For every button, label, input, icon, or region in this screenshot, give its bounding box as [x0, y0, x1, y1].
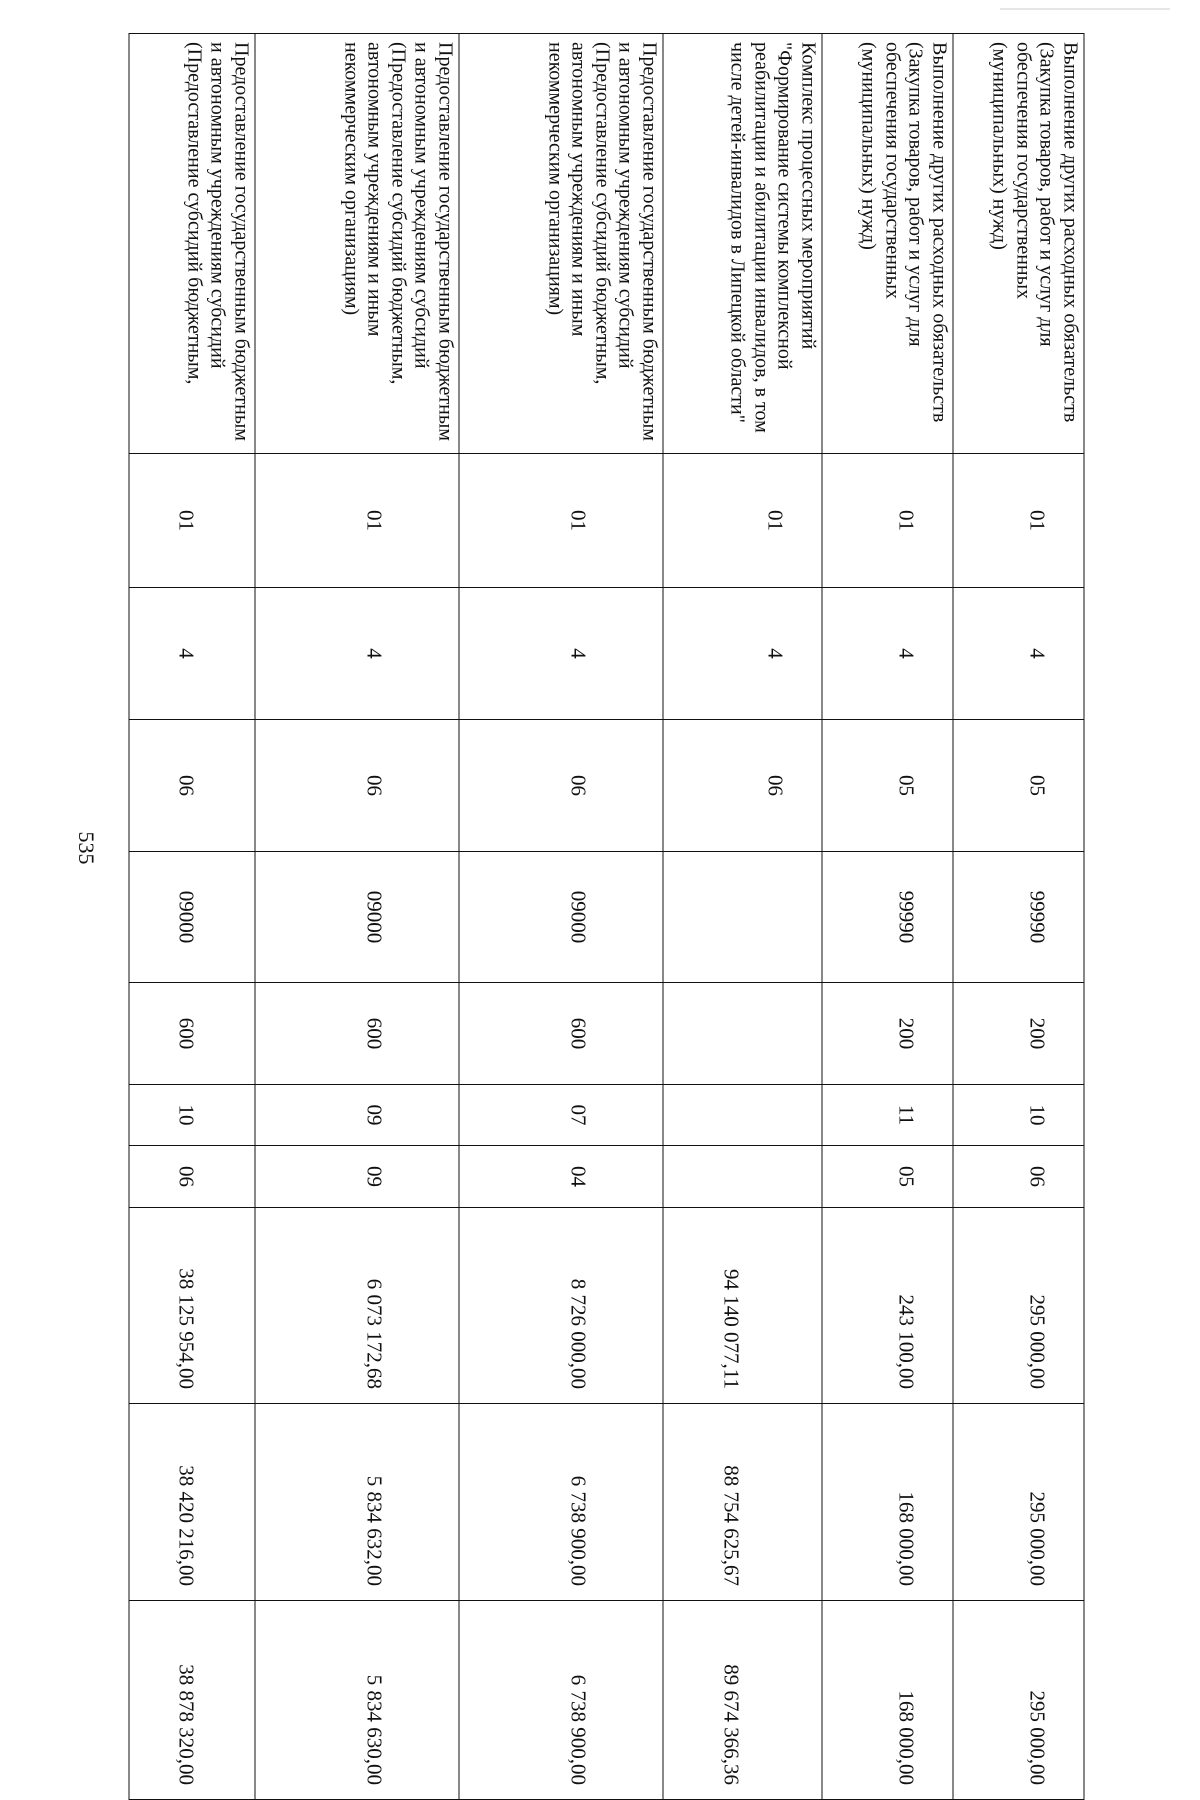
amount-cell: 295 000,00 [953, 1404, 1084, 1601]
page-number: 535 [74, 831, 99, 865]
code-cell: 4 [663, 588, 822, 720]
amount-cell: 88 754 625,67 [663, 1404, 822, 1601]
code-cell [663, 983, 822, 1085]
code-cell: 4 [255, 588, 459, 720]
row-description: Предоставление государственным бюджетным и автономным учреждениям субсидий (Предоставление субсидий бюджетным, [129, 34, 255, 454]
code-cell: 01 [129, 454, 255, 588]
code-cell: 09000 [255, 852, 459, 983]
code-cell: 07 [459, 1085, 663, 1146]
code-cell: 04 [459, 1146, 663, 1208]
row-description: Предоставление государственным бюджетным и автономным учреждениям субсидий (Предоставление субсидий бюджетным, автономным учреждениям и иным некоммерческим организациям) [459, 34, 663, 454]
code-cell: 4 [822, 588, 953, 720]
amount-cell: 6 738 900,00 [459, 1404, 663, 1601]
code-cell: 06 [953, 1146, 1084, 1208]
amount-cell: 6 073 172,68 [255, 1208, 459, 1404]
code-cell: 05 [953, 720, 1084, 852]
row-description: Комплекс процессных мероприятий "Формирование системы комплексной реабилитации и абилитации инвалидов, в том числе детей-инвалидов в Липецкой области" [663, 34, 822, 454]
table-row [953, 34, 1084, 1800]
code-cell: 01 [953, 454, 1084, 588]
code-cell: 09000 [129, 852, 255, 983]
table-row [255, 34, 459, 1800]
amount-cell: 38 125 954,00 [129, 1208, 255, 1404]
amount-cell: 94 140 077,11 [663, 1208, 822, 1404]
code-cell: 11 [822, 1085, 953, 1146]
amount-cell: 243 100,00 [822, 1208, 953, 1404]
table-row [129, 34, 255, 1800]
amount-cell: 38 878 320,00 [129, 1601, 255, 1800]
amount-cell: 295 000,00 [953, 1208, 1084, 1404]
table-row [459, 34, 663, 1800]
code-cell: 09 [255, 1085, 459, 1146]
amount-cell: 168 000,00 [822, 1601, 953, 1800]
code-cell: 05 [822, 720, 953, 852]
code-cell: 600 [255, 983, 459, 1085]
code-cell [663, 852, 822, 983]
row-description: Выполнение других расходных обязательств (Закупка товаров, работ и услуг для обеспечения государственных (муниципальных) нужд) [953, 34, 1084, 454]
code-cell: 01 [822, 454, 953, 588]
scan-artifact [1000, 8, 1170, 10]
code-cell: 06 [129, 720, 255, 852]
amount-cell: 6 738 900,00 [459, 1601, 663, 1800]
code-cell: 06 [129, 1146, 255, 1208]
code-cell: 01 [459, 454, 663, 588]
amount-cell: 295 000,00 [953, 1601, 1084, 1800]
amount-cell: 168 000,00 [822, 1404, 953, 1601]
amount-cell: 5 834 632,00 [255, 1404, 459, 1601]
code-cell: 06 [459, 720, 663, 852]
amount-cell: 89 674 366,36 [663, 1601, 822, 1800]
budget-table-sheet [130, 33, 1085, 1785]
code-cell: 01 [663, 454, 822, 588]
code-cell: 06 [255, 720, 459, 852]
code-cell: 09 [255, 1146, 459, 1208]
code-cell: 01 [255, 454, 459, 588]
code-cell: 10 [129, 1085, 255, 1146]
code-cell: 99990 [822, 852, 953, 983]
code-cell: 200 [822, 983, 953, 1085]
code-cell: 10 [953, 1085, 1084, 1146]
amount-cell: 5 834 630,00 [255, 1601, 459, 1800]
code-cell: 4 [953, 588, 1084, 720]
code-cell: 4 [459, 588, 663, 720]
table-row [663, 34, 822, 1800]
table-row [822, 34, 953, 1800]
code-cell: 600 [129, 983, 255, 1085]
amount-cell: 8 726 000,00 [459, 1208, 663, 1404]
code-cell: 99990 [953, 852, 1084, 983]
code-cell: 05 [822, 1146, 953, 1208]
code-cell: 4 [129, 588, 255, 720]
code-cell: 600 [459, 983, 663, 1085]
code-cell: 06 [663, 720, 822, 852]
budget-table [129, 33, 1085, 1800]
amount-cell: 38 420 216,00 [129, 1404, 255, 1601]
code-cell [663, 1085, 822, 1146]
code-cell: 09000 [459, 852, 663, 983]
row-description: Предоставление государственным бюджетным и автономным учреждениям субсидий (Предоставление субсидий бюджетным, автономным учреждениям и иным некоммерческим организациям) [255, 34, 459, 454]
row-description: Выполнение других расходных обязательств (Закупка товаров, работ и услуг для обеспечения государственных (муниципальных) нужд) [822, 34, 953, 454]
code-cell [663, 1146, 822, 1208]
code-cell: 200 [953, 983, 1084, 1085]
